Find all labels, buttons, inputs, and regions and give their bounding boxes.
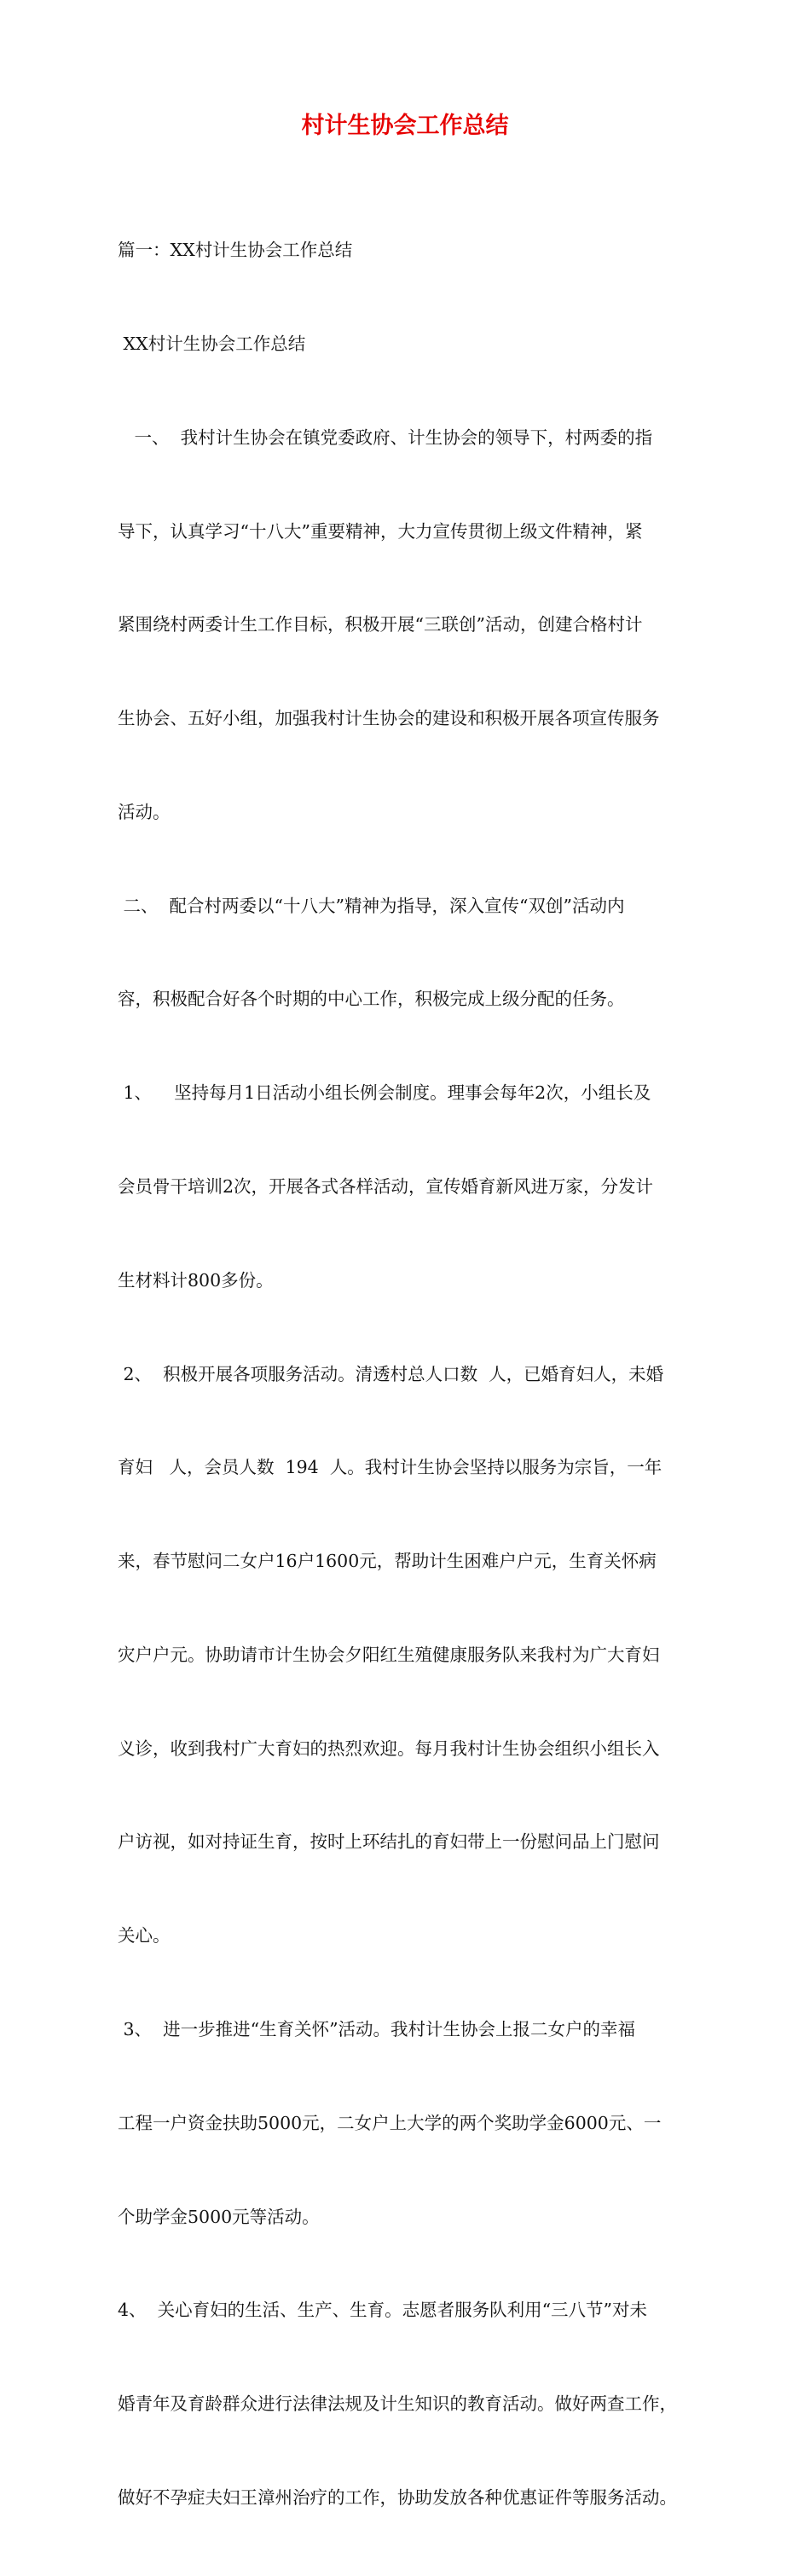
text-line: 篇一：XX村计生协会工作总结 <box>118 240 353 261</box>
text-line: 2、 积极开展各项服务活动。清透村总人口数 人，已婚育妇人，未婚 <box>118 1363 664 1384</box>
text-line: 活动。 <box>118 801 171 822</box>
text-line: 3、 进一步推进“生育关怀”活动。我村计生协会上报二女户的幸福 <box>118 2019 636 2040</box>
text-line: 生材料计800多份。 <box>118 1269 274 1291</box>
text-line: 导下，认真学习“十八大”重要精神，大力宣传贯彻上级文件精神，紧 <box>118 520 643 542</box>
text-line: XX村计生协会工作总结 <box>118 333 306 354</box>
text-line: 1、 坚持每月1日活动小组长例会制度。理事会每年2次，小组长及 <box>118 1082 651 1104</box>
text-line: 做好不孕症夫妇王漳州治疗的工作，协助发放各种优惠证件等服务活动。 <box>118 2486 677 2508</box>
text-line: 个助学金5000元等活动。 <box>118 2206 320 2227</box>
text-line: 育妇 人，会员人数 194 人。我村计生协会坚持以服务为宗旨，一年 <box>118 1457 662 1478</box>
text-line: 婚青年及育龄群众进行法律法规及计生知识的教育活动。做好两查工作， <box>118 2393 677 2415</box>
text-line: 义诊，收到我村广大育妇的热烈欢迎。每月我村计生协会组织小组长入 <box>118 1738 660 1759</box>
text-line: 紧围绕村两委计生工作目标，积极开展“三联创”活动，创建合格村计 <box>118 614 643 635</box>
text-line: 一、 我村计生协会在镇党委政府、计生协会的领导下，村两委的指 <box>118 426 653 448</box>
text-line: 灾户户元。协助请市计生协会夕阳红生殖健康服务队来我村为广大育妇 <box>118 1644 660 1665</box>
text-line: 会员骨干培训2次，开展各式各样活动，宣传婚育新风进万家，分发计 <box>118 1176 654 1197</box>
text-line: 容，积极配合好各个时期的中心工作，积极完成上级分配的任务。 <box>118 989 625 1010</box>
text-line: 生协会、五好小组，加强我村计生协会的建设和积极开展各项宣传服务 <box>118 708 660 729</box>
text-line: 工程一户资金扶助5000元，二女户上大学的两个奖助学金6000元、一 <box>118 2112 662 2133</box>
text-line: 户访视，如对持证生育，按时上环结扎的育妇带上一份慰问品上门慰问 <box>118 1831 660 1853</box>
text-line: 二、 配合村两委以“十八大”精神为指导，深入宣传“双创”活动内 <box>118 895 625 916</box>
text-line: 来，春节慰问二女户16户1600元，帮助计生困难户户元，生育关怀病 <box>118 1551 657 1572</box>
document-body <box>118 172 697 2576</box>
text-line: 4、 关心育妇的生活、生产、生育。志愿者服务队利用“三八节”对未 <box>118 2300 648 2321</box>
document-title: 村计生协会工作总结 <box>301 113 509 139</box>
text-line: 关心。 <box>118 1925 171 1947</box>
